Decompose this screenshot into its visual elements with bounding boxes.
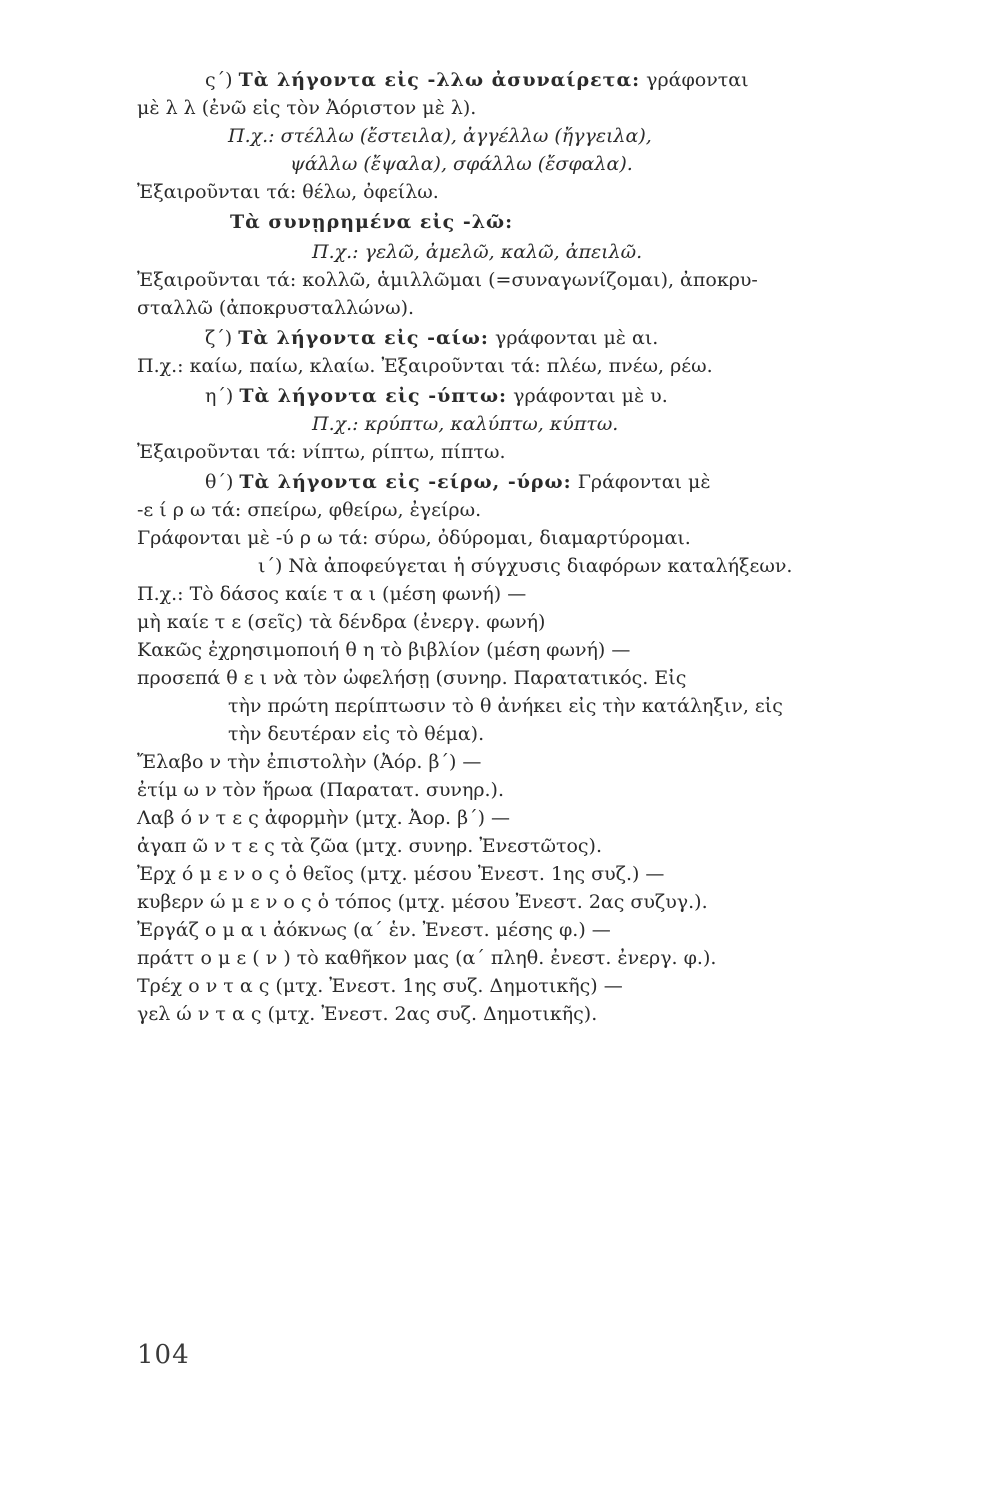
text-line: γελ ώ ν τ α ς (μτχ. Ἐνεστ. 2ας συζ. Δημοτικῆς). [137, 1003, 598, 1025]
text-line: Ἐργάζ ο μ α ι ἀόκνως (α΄ ἑν. Ἐνεστ. μέσης φ.) — [137, 919, 611, 941]
text-line: σταλλῶ (ἀποκρυσταλλώνω). [137, 297, 415, 319]
section-heading-iota: ι΄) Νὰ ἀποφεύγεται ἡ σύγχυσις διαφόρων καταλήξεων. [258, 555, 793, 577]
text-line: προσεπά θ ε ι νὰ τὸν ὠφελήσῃ (συνηρ. Παρατατικός. Εἰς [137, 667, 687, 689]
section-title: Τὰ λήγοντα εἰς -ύπτω: [239, 385, 508, 407]
text-line: Κακῶς ἐχρησιμοποιή θ η τὸ βιβλίον (μέση φωνή) — [137, 639, 631, 661]
text-line: μὴ καίε τ ε (σεῖς) τὰ δένδρα (ἐνεργ. φωνή) [137, 611, 546, 633]
section-marker: ς΄) [205, 69, 239, 91]
section-marker: ζ΄) [205, 327, 239, 349]
text-line: Λαβ ό ν τ ε ς ἀφορμὴν (μτχ. Ἀορ. β΄) — [137, 807, 511, 829]
text-line: μὲ λ λ (ἐνῶ εἰς τὸν Ἀόριστον μὲ λ). [137, 97, 477, 119]
section-marker: θ΄) [205, 471, 240, 493]
text-line: Τρέχ ο ν τ α ς (μτχ. Ἐνεστ. 1ης συζ. Δημοτικῆς) — [137, 975, 623, 997]
section-tail: Γράφονται μὲ [571, 471, 711, 493]
text-line: τὴν δευτέραν εἰς τὸ θέμα). [228, 723, 485, 745]
section-heading-synirimena [230, 210, 989, 234]
text-line: τὴν πρώτη περίπτωσιν τὸ θ ἀνήκει εἰς τὴν κατάληξιν, εἰς [228, 695, 783, 717]
section-tail: γράφονται [640, 69, 749, 91]
text-line: ἐτίμ ω ν τὸν ἥρωα (Παρατατ. συνηρ.). [137, 779, 504, 801]
section-heading-z [205, 326, 989, 350]
page-number: 104 [137, 1340, 190, 1370]
text-line: Ἐξαιροῦνται τά: κολλῶ, ἁμιλλῶμαι (=συναγωνίζομαι), ἀποκρυ- [137, 269, 758, 291]
section-title: Τὰ λήγοντα εἰς -είρω, -ύρω: [239, 471, 572, 493]
section-tail: γράφονται μὲ υ. [507, 385, 668, 407]
section-marker: η΄) [205, 385, 240, 407]
text-line: Ἐρχ ό μ ε ν ο ς ὁ θεῖος (μτχ. μέσου Ἐνεστ. 1ης συζ.) — [137, 863, 665, 885]
text-line: Γράφονται μὲ -ύ ρ ω τά: σύρω, ὀδύρομαι, διαμαρτύρομαι. [137, 527, 691, 549]
text-line: Ἐξαιροῦνται τά: θέλω, ὀφείλω. [137, 181, 439, 203]
example-line: ψάλλω (ἔψαλα), σφάλλω (ἔσφαλα). [290, 153, 633, 175]
example-line: Π.χ.: γελῶ, ἀμελῶ, καλῶ, ἀπειλῶ. [312, 241, 643, 263]
example-line: Π.χ.: στέλλω (ἔστειλα), ἀγγέλλω (ἤγγειλα), [228, 125, 652, 147]
section-title: Τὰ συνῃρημένα εἰς -λῶ: [230, 211, 514, 233]
text-line: πράττ ο μ ε ( ν ) τὸ καθῆκον μας (α΄ πληθ. ἐνεστ. ἐνεργ. φ.). [137, 947, 717, 969]
section-title: Τὰ λήγοντα εἰς -αίω: [238, 327, 489, 349]
text-line: Ἔλαβο ν τὴν ἐπιστολὴν (Ἀόρ. β΄) — [137, 751, 482, 773]
example-line: Π.χ.: κρύπτω, καλύπτω, κύπτω. [312, 413, 619, 435]
text-line: κυβερν ώ μ ε ν ο ς ὁ τόπος (μτχ. μέσου Ἐνεστ. 2ας συζυγ.). [137, 891, 708, 913]
section-heading-th [205, 470, 989, 494]
section-heading-i [205, 384, 989, 408]
section-heading-st [205, 68, 989, 92]
section-title: Τὰ λήγοντα εἰς -λλω ἀσυναίρετα: [238, 69, 641, 91]
section-tail: γράφονται μὲ αι. [488, 327, 659, 349]
text-line: Π.χ.: καίω, παίω, κλαίω. Ἐξαιροῦνται τά: πλέω, πνέω, ρέω. [137, 355, 713, 377]
text-line: Ἐξαιροῦνται τά: νίπτω, ρίπτω, πίπτω. [137, 441, 506, 463]
text-line: -ε ί ρ ω τά: σπείρω, φθείρω, ἐγείρω. [137, 499, 482, 521]
text-line: ἀγαπ ῶ ν τ ε ς τὰ ζῶα (μτχ. συνηρ. Ἐνεστῶτος). [137, 835, 603, 857]
text-line: Π.χ.: Τὸ δάσος καίε τ α ι (μέση φωνή) — [137, 583, 527, 605]
